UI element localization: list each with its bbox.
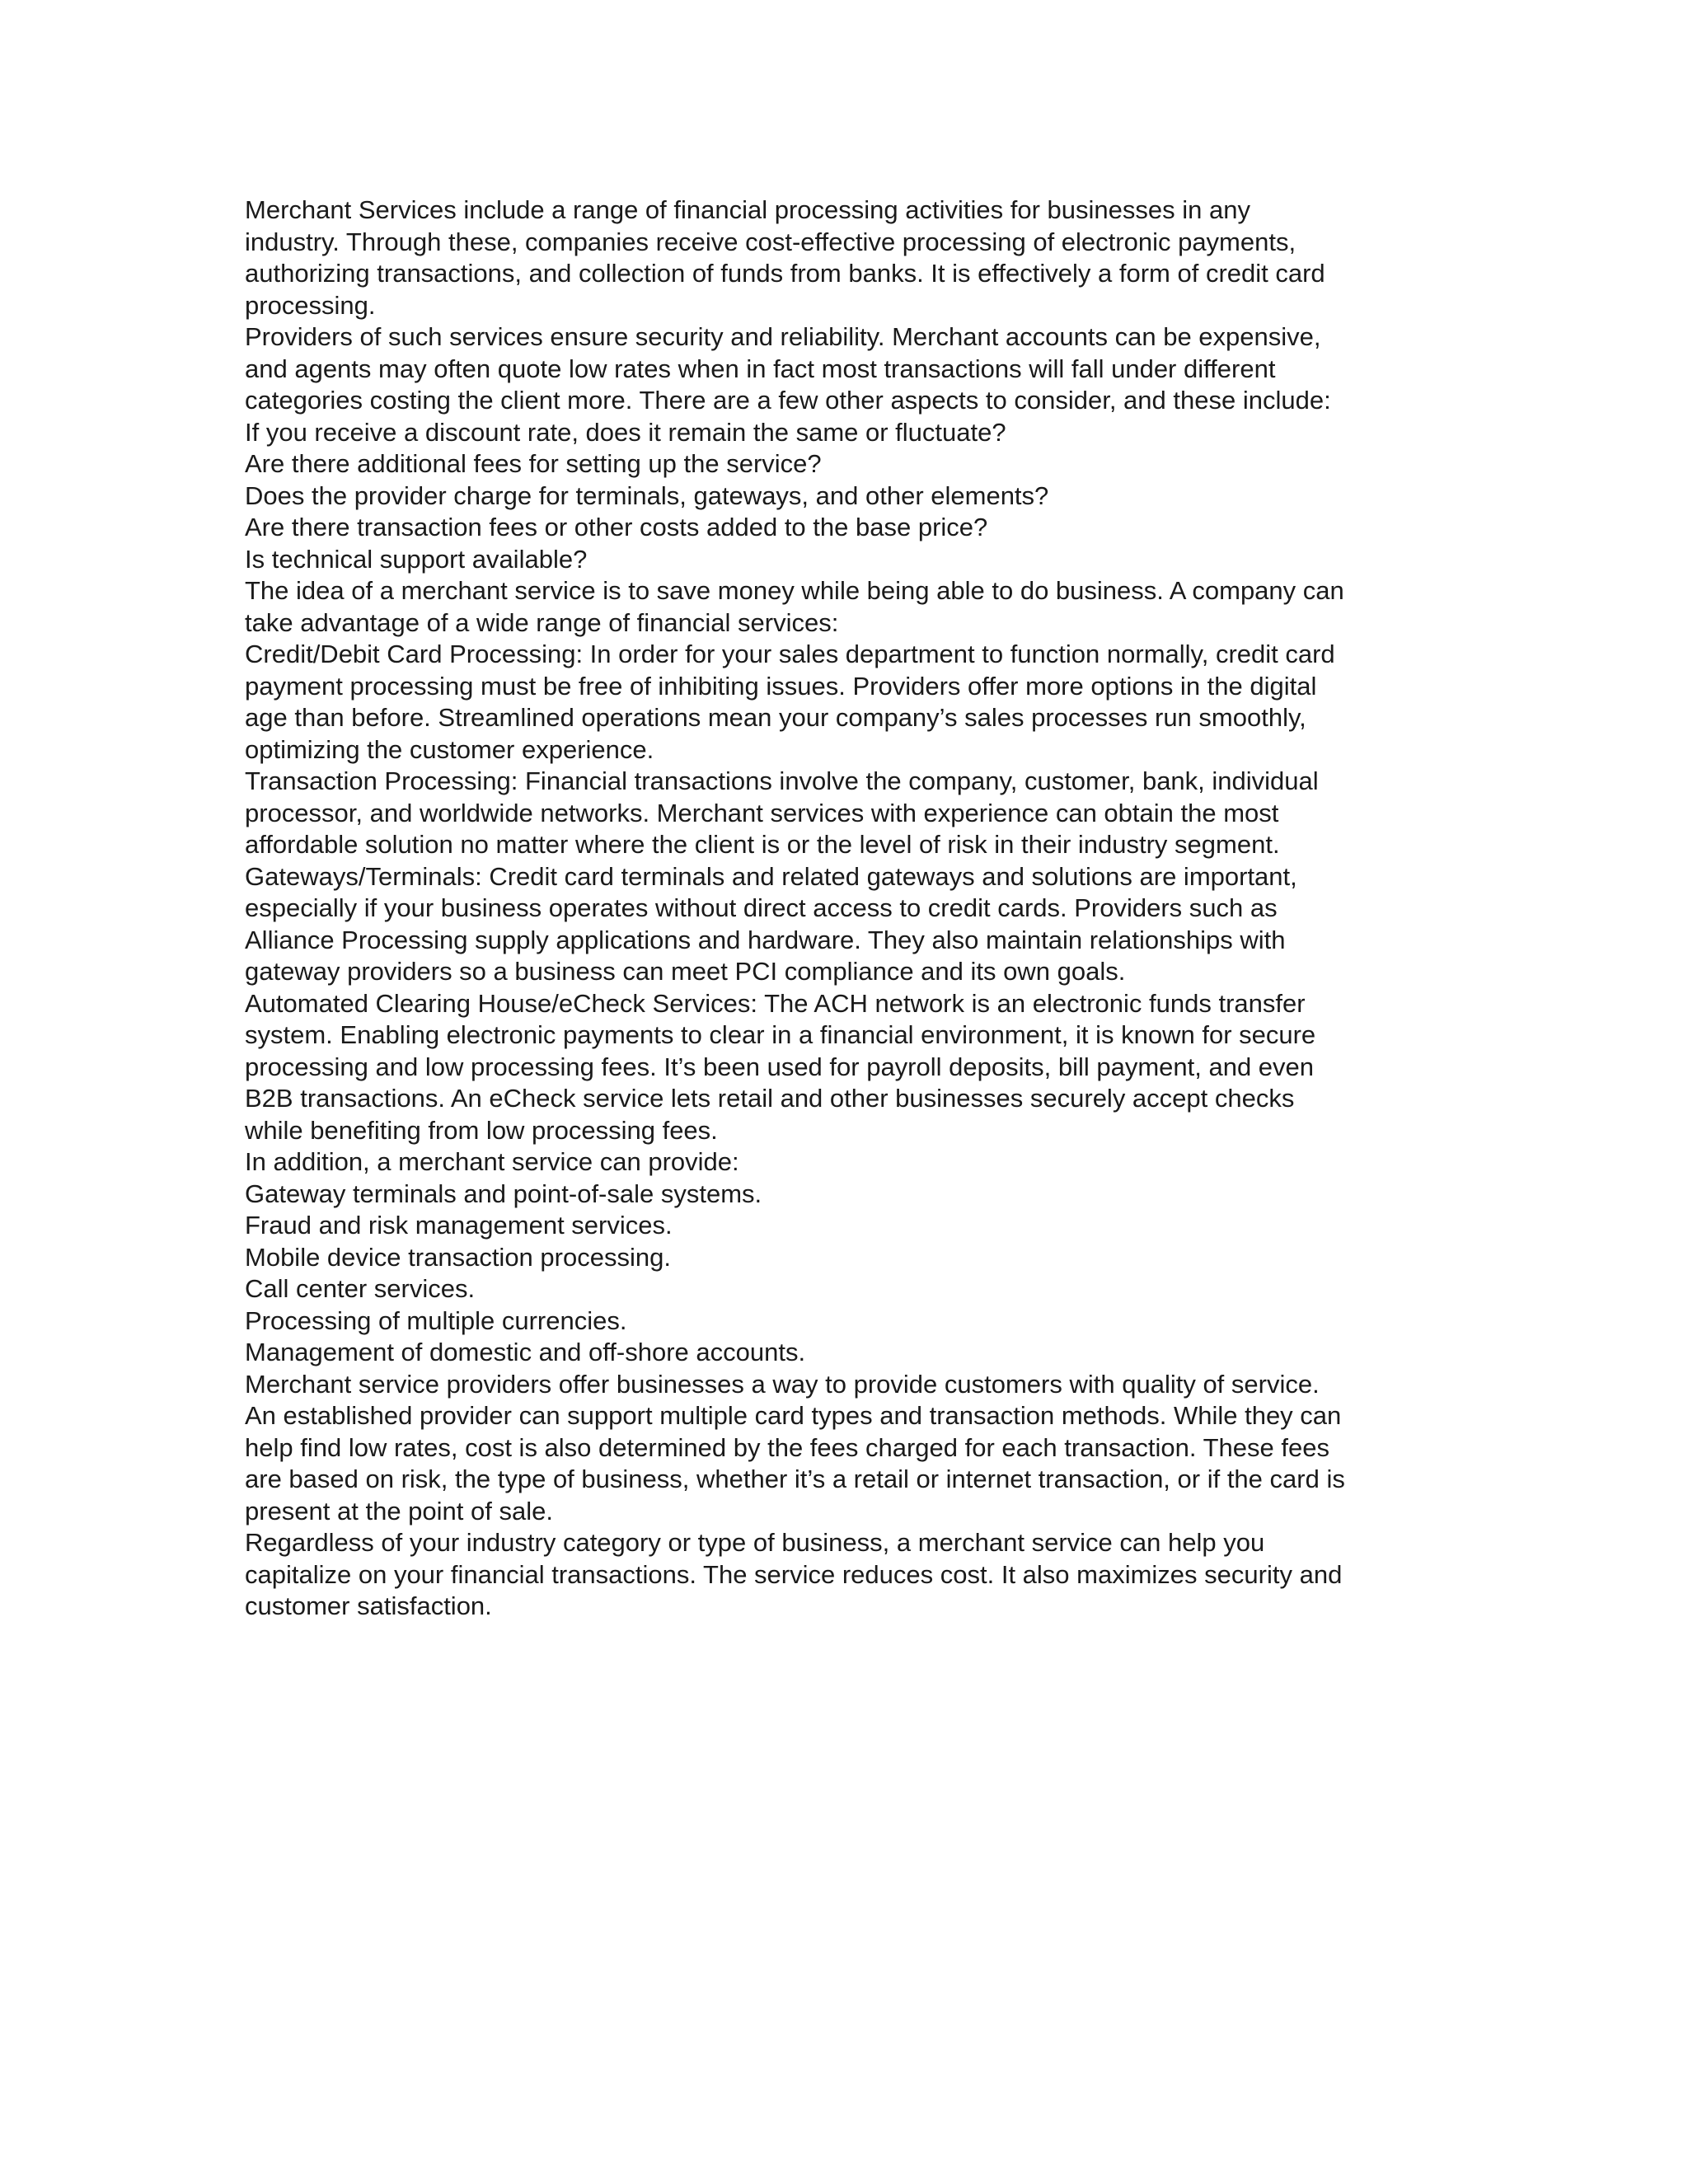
text-line: age than before. Streamlined operations mean your company’s sales processes run smoothly, xyxy=(245,703,1306,732)
text-line: optimizing the customer experience. xyxy=(245,734,654,764)
text-line: Merchant service providers offer businesses a way to provide customers with quality of service. xyxy=(245,1369,1320,1399)
text-line: Regardless of your industry category or type of business, a merchant service can help you xyxy=(245,1528,1265,1557)
text-line: Gateways/Terminals: Credit card terminals and related gateways and solutions are important, xyxy=(245,861,1297,891)
text-line: Mobile device transaction processing. xyxy=(245,1242,671,1272)
text-line: categories costing the client more. There are a few other aspects to consider, and these include: xyxy=(245,386,1331,415)
text-line: The idea of a merchant service is to save money while being able to do business. A company can xyxy=(245,576,1344,605)
text-line: Providers of such services ensure security and reliability. Merchant accounts can be expensive, xyxy=(245,322,1321,351)
text-line: Automated Clearing House/eCheck Services: The ACH network is an electronic funds transfer xyxy=(245,988,1306,1018)
text-line: Credit/Debit Card Processing: In order for your sales department to function normally, credit card xyxy=(245,640,1335,668)
text-line: are based on risk, the type of business, whether it’s a retail or internet transaction, or if the card is xyxy=(245,1465,1345,1493)
text-line: Alliance Processing supply applications and hardware. They also maintain relationships with xyxy=(245,925,1286,954)
text-line: gateway providers so a business can meet PCI compliance and its own goals. xyxy=(245,957,1126,986)
text-line: and agents may often quote low rates when in fact most transactions will fall under different xyxy=(245,354,1276,383)
text-line: Management of domestic and off-shore accounts. xyxy=(245,1338,806,1366)
text-line: while benefiting from low processing fees. xyxy=(245,1115,718,1145)
text-line: help find low rates, cost is also determined by the fees charged for each transaction. These fees xyxy=(245,1432,1329,1462)
text-line: processor, and worldwide networks. Merchant services with experience can obtain the most xyxy=(245,798,1279,827)
text-line: customer satisfaction. xyxy=(245,1591,492,1620)
text-line: If you receive a discount rate, does it remain the same or fluctuate? xyxy=(245,417,1006,447)
text-line: Does the provider charge for terminals, gateways, and other elements? xyxy=(245,480,1049,510)
text-line: industry. Through these, companies receive cost-effective processing of electronic payments, xyxy=(245,227,1296,256)
text-line: Are there transaction fees or other costs added to the base price? xyxy=(245,513,988,541)
text-line: capitalize on your financial transactions. The service reduces cost. It also maximizes security and xyxy=(245,1559,1343,1589)
text-line: payment processing must be free of inhibiting issues. Providers offer more options in the digital xyxy=(245,671,1317,701)
text-line: Call center services. xyxy=(245,1274,476,1303)
document-body-text xyxy=(245,194,1448,1623)
text-line: Are there additional fees for setting up the service? xyxy=(245,449,822,478)
text-line: Merchant Services include a range of financial processing activities for businesses in any xyxy=(245,195,1250,224)
text-line: take advantage of a wide range of financial services: xyxy=(245,607,839,637)
text-line: B2B transactions. An eCheck service lets retail and other businesses securely accept checks xyxy=(245,1084,1295,1113)
text-line: Transaction Processing: Financial transactions involve the company, customer, bank, individual xyxy=(245,766,1319,795)
text-line: processing. xyxy=(245,290,376,320)
text-line: Fraud and risk management services. xyxy=(245,1211,673,1240)
text-line: Gateway terminals and point-of-sale systems. xyxy=(245,1179,762,1208)
text-line: system. Enabling electronic payments to clear in a financial environment, it is known for secure xyxy=(245,1020,1316,1049)
text-line: affordable solution no matter where the client is or the level of risk in their industry segment. xyxy=(245,830,1280,859)
text-line: Is technical support available? xyxy=(245,544,588,574)
text-line: present at the point of sale. xyxy=(245,1496,553,1526)
text-line: Processing of multiple currencies. xyxy=(245,1305,627,1335)
text-line: processing and low processing fees. It’s been used for payroll deposits, bill payment, and even xyxy=(245,1052,1315,1081)
text-line: authorizing transactions, and collection of funds from banks. It is effectively a form of credit card xyxy=(245,259,1325,288)
text-line: An established provider can support multiple card types and transaction methods. While they can xyxy=(245,1401,1342,1430)
text-line: In addition, a merchant service can provide: xyxy=(245,1147,739,1176)
text-line: especially if your business operates without direct access to credit cards. Providers such as xyxy=(245,893,1278,922)
